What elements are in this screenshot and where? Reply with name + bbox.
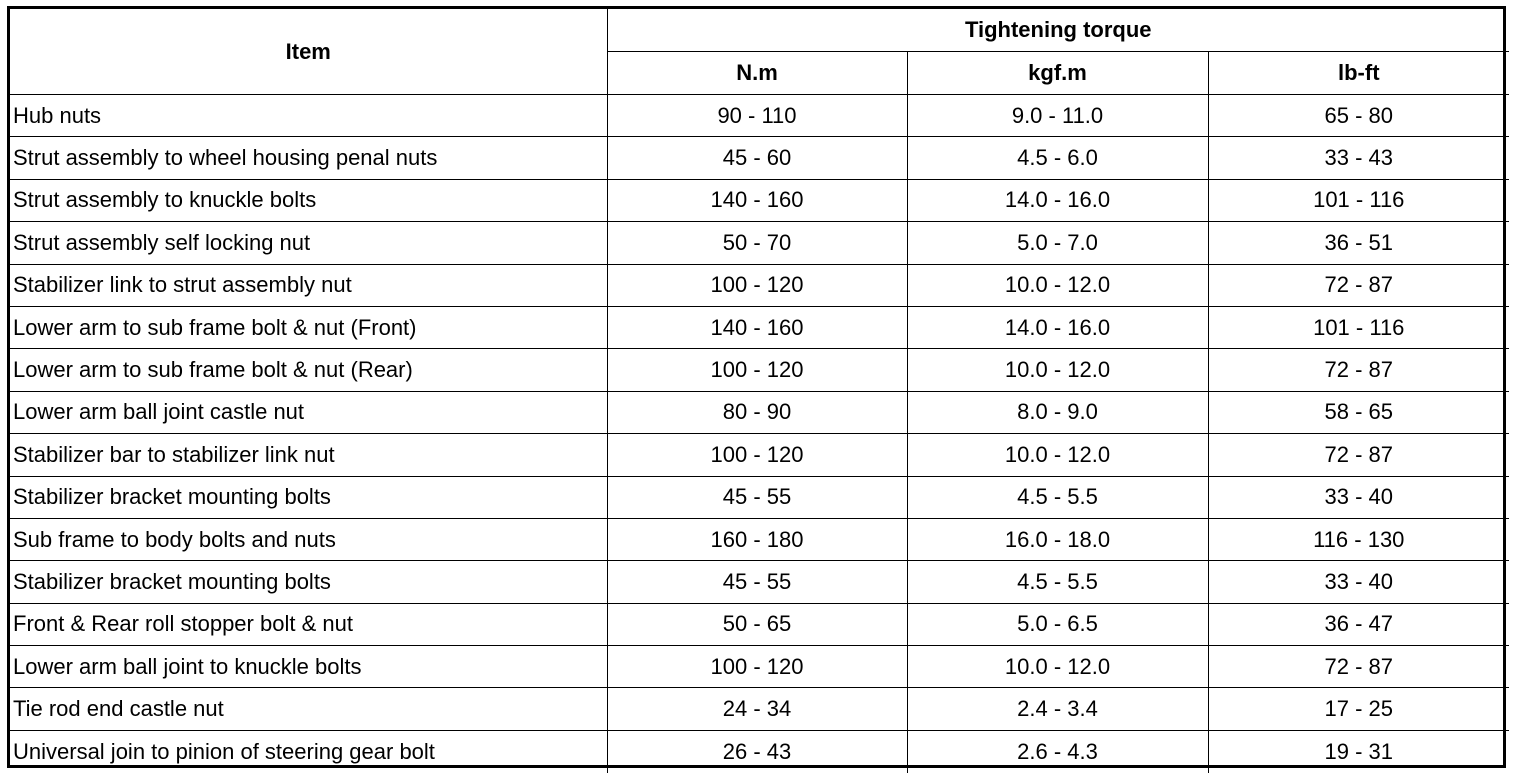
table-row <box>10 518 1509 560</box>
table-row <box>10 137 1509 179</box>
lbft-cell: 36 - 47 <box>1208 603 1509 645</box>
lbft-cell: 101 - 116 <box>1208 306 1509 348</box>
item-cell: Strut assembly to wheel housing penal nuts <box>10 137 607 179</box>
nm-cell: 45 - 60 <box>607 137 907 179</box>
nm-cell: 100 - 120 <box>607 349 907 391</box>
kgfm-cell: 10.0 - 12.0 <box>907 349 1208 391</box>
nm-column-header: N.m <box>607 52 907 95</box>
item-cell: Lower arm ball joint castle nut <box>10 391 607 433</box>
nm-cell: 50 - 65 <box>607 603 907 645</box>
item-cell: Lower arm to sub frame bolt & nut (Front) <box>10 306 607 348</box>
table-row <box>10 561 1509 603</box>
kgfm-cell: 4.5 - 5.5 <box>907 476 1208 518</box>
nm-cell: 100 - 120 <box>607 264 907 306</box>
nm-cell: 45 - 55 <box>607 476 907 518</box>
nm-cell: 100 - 120 <box>607 646 907 688</box>
kgfm-cell: 4.5 - 6.0 <box>907 137 1208 179</box>
item-cell: Stabilizer bar to stabilizer link nut <box>10 434 607 476</box>
lbft-cell: 72 - 87 <box>1208 349 1509 391</box>
kgfm-cell: 5.0 - 7.0 <box>907 222 1208 264</box>
kgfm-cell: 9.0 - 11.0 <box>907 95 1208 137</box>
kgfm-cell: 4.5 - 5.5 <box>907 561 1208 603</box>
lbft-cell: 58 - 65 <box>1208 391 1509 433</box>
header-row-1 <box>10 9 1509 52</box>
lbft-cell: 33 - 40 <box>1208 476 1509 518</box>
kgfm-cell: 10.0 - 12.0 <box>907 646 1208 688</box>
kgfm-cell: 14.0 - 16.0 <box>907 306 1208 348</box>
item-cell: Front & Rear roll stopper bolt & nut <box>10 603 607 645</box>
table-row <box>10 730 1509 772</box>
kgfm-cell: 14.0 - 16.0 <box>907 179 1208 221</box>
nm-cell: 90 - 110 <box>607 95 907 137</box>
table-row <box>10 646 1509 688</box>
table-row <box>10 306 1509 348</box>
lbft-cell: 72 - 87 <box>1208 264 1509 306</box>
kgfm-cell: 10.0 - 12.0 <box>907 434 1208 476</box>
lbft-cell: 65 - 80 <box>1208 95 1509 137</box>
kgfm-cell: 8.0 - 9.0 <box>907 391 1208 433</box>
lbft-column-header: lb-ft <box>1208 52 1509 95</box>
table-row <box>10 476 1509 518</box>
lbft-cell: 17 - 25 <box>1208 688 1509 730</box>
table-row <box>10 222 1509 264</box>
nm-cell: 160 - 180 <box>607 518 907 560</box>
nm-cell: 80 - 90 <box>607 391 907 433</box>
lbft-cell: 19 - 31 <box>1208 730 1509 772</box>
item-cell: Universal join to pinion of steering gear bolt <box>10 730 607 772</box>
item-cell: Tie rod end castle nut <box>10 688 607 730</box>
item-column-header: Item <box>10 9 607 95</box>
nm-cell: 26 - 43 <box>607 730 907 772</box>
tightening-torque-header: Tightening torque <box>607 9 1509 52</box>
kgfm-cell: 10.0 - 12.0 <box>907 264 1208 306</box>
table-row <box>10 688 1509 730</box>
lbft-cell: 101 - 116 <box>1208 179 1509 221</box>
kgfm-cell: 5.0 - 6.5 <box>907 603 1208 645</box>
lbft-cell: 116 - 130 <box>1208 518 1509 560</box>
torque-spec-table-frame <box>7 6 1506 768</box>
table-row <box>10 434 1509 476</box>
nm-cell: 50 - 70 <box>607 222 907 264</box>
lbft-cell: 33 - 43 <box>1208 137 1509 179</box>
item-cell: Sub frame to body bolts and nuts <box>10 518 607 560</box>
kgfm-column-header: kgf.m <box>907 52 1208 95</box>
table-row <box>10 391 1509 433</box>
nm-cell: 45 - 55 <box>607 561 907 603</box>
nm-cell: 24 - 34 <box>607 688 907 730</box>
item-cell: Stabilizer bracket mounting bolts <box>10 476 607 518</box>
torque-spec-table <box>10 9 1509 773</box>
table-row <box>10 95 1509 137</box>
lbft-cell: 36 - 51 <box>1208 222 1509 264</box>
table-row <box>10 603 1509 645</box>
item-cell: Lower arm to sub frame bolt & nut (Rear) <box>10 349 607 391</box>
kgfm-cell: 2.4 - 3.4 <box>907 688 1208 730</box>
lbft-cell: 72 - 87 <box>1208 434 1509 476</box>
item-cell: Strut assembly to knuckle bolts <box>10 179 607 221</box>
item-cell: Stabilizer bracket mounting bolts <box>10 561 607 603</box>
item-cell: Stabilizer link to strut assembly nut <box>10 264 607 306</box>
kgfm-cell: 16.0 - 18.0 <box>907 518 1208 560</box>
lbft-cell: 72 - 87 <box>1208 646 1509 688</box>
item-cell: Lower arm ball joint to knuckle bolts <box>10 646 607 688</box>
table-row <box>10 349 1509 391</box>
kgfm-cell: 2.6 - 4.3 <box>907 730 1208 772</box>
nm-cell: 140 - 160 <box>607 306 907 348</box>
nm-cell: 100 - 120 <box>607 434 907 476</box>
nm-cell: 140 - 160 <box>607 179 907 221</box>
item-cell: Hub nuts <box>10 95 607 137</box>
lbft-cell: 33 - 40 <box>1208 561 1509 603</box>
table-row <box>10 264 1509 306</box>
table-row <box>10 179 1509 221</box>
item-cell: Strut assembly self locking nut <box>10 222 607 264</box>
